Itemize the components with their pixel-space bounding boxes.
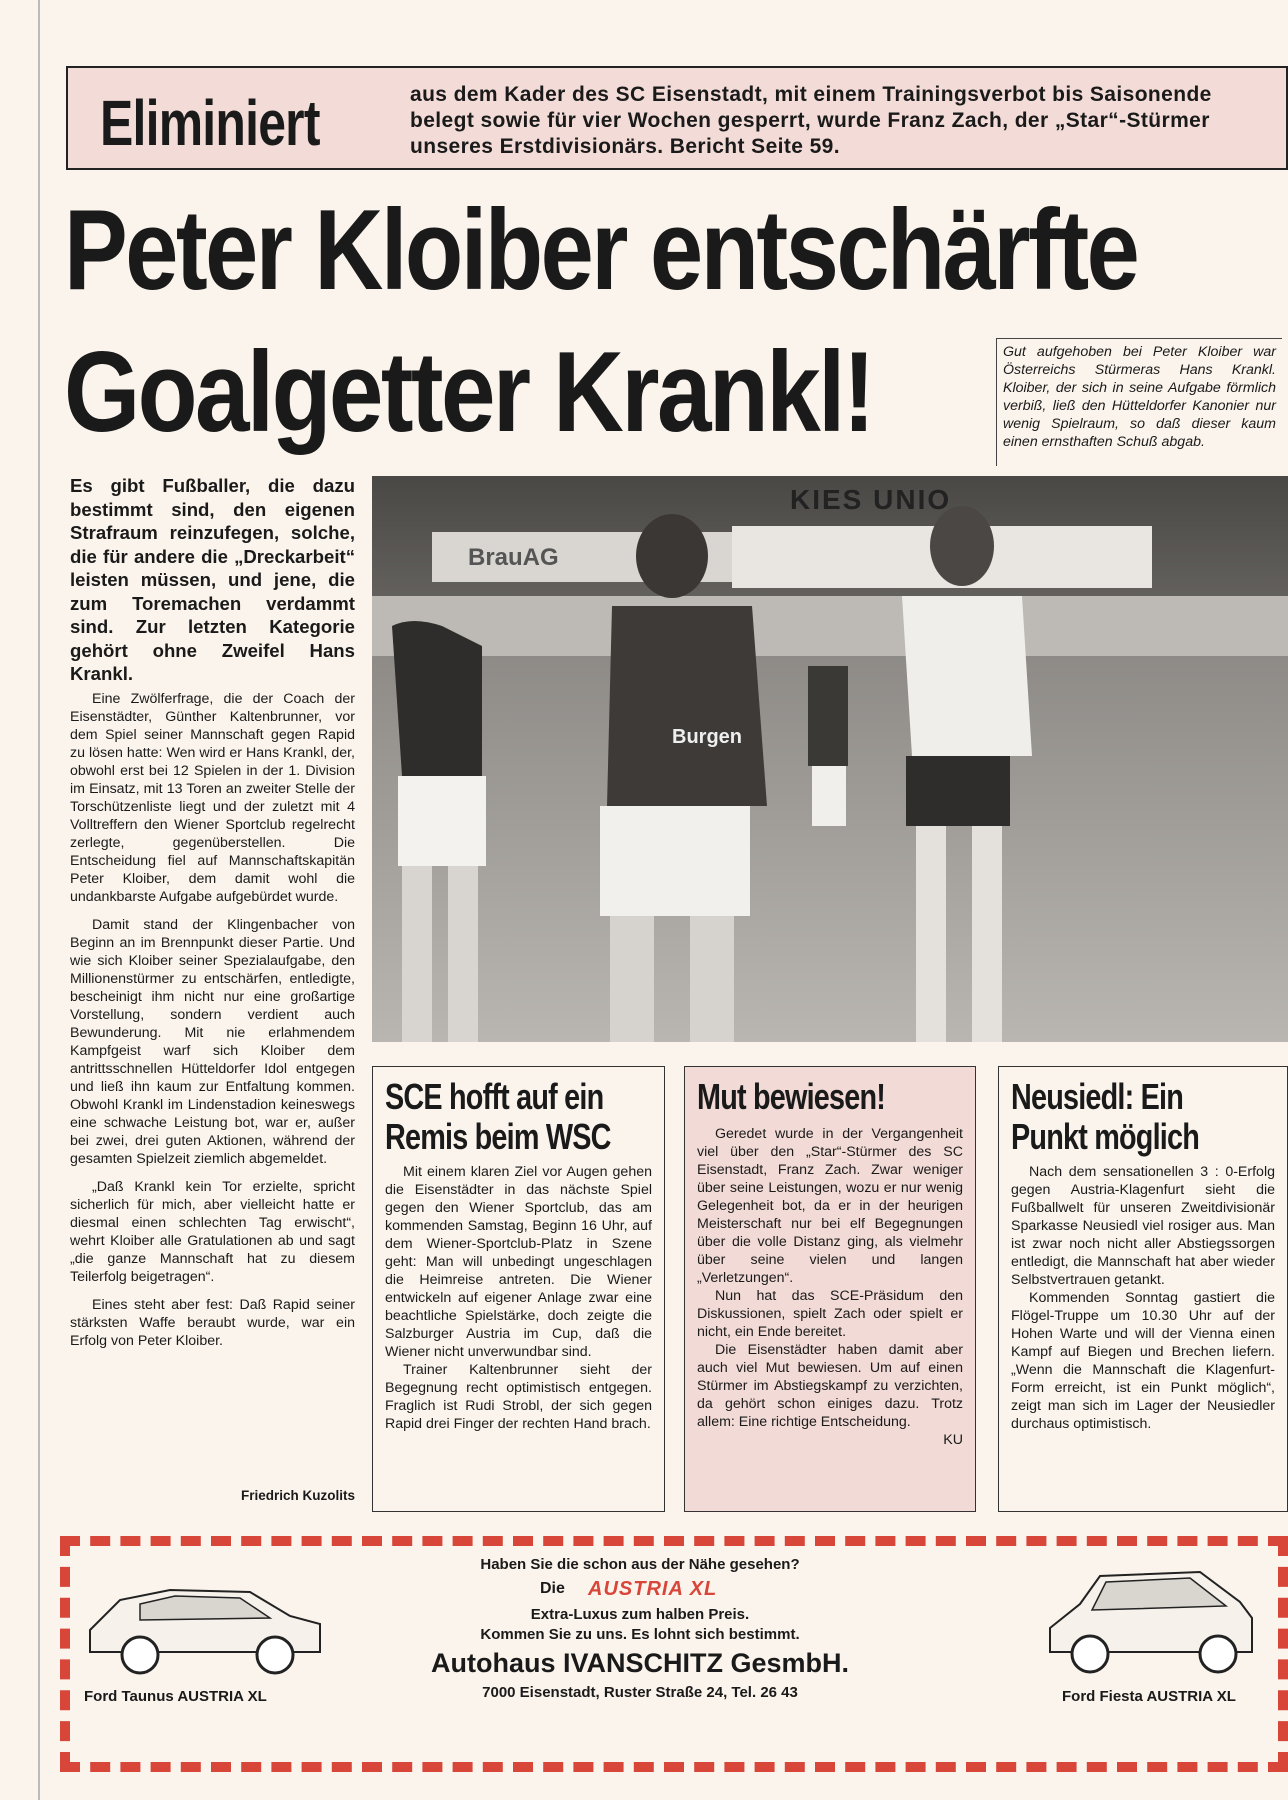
article-paragraph: Eines steht aber fest: Daß Rapid seiner stärksten Waffe beraubt wurde, war ein Erfolg von Peter Kloiber. <box>70 1297 355 1349</box>
sidebar-box-neusiedl <box>998 1066 1288 1512</box>
banner-brauag: BrauAG <box>468 544 559 571</box>
ford-fiesta-illustration <box>1040 1556 1260 1680</box>
headline-line-2: Goalgetter Krankl! <box>64 329 873 456</box>
article-paragraph: Eine Zwölferfrage, die der Coach der Eisenstädter, Günther Kaltenbrunner, vor dem Spiel seiner Mannschaft gegen Rapid zu lösen hatte: Wen wird er Hans Krankl, der, obwohl erst bei 12 Spielen in der 1. Division im Einsatz, mit 13 Toren an zweiter Stelle der Torschützenliste liegt und der zuletzt mit 4 Volltreffern den Wiener Sportclub regelrecht zerlegte, gegenüberstellen. Die Entscheidung fiel auf Mannschaftskapitän Peter Kloiber, dem damit wohl die undankbarste Aufgabe aufgebürdet wurde. <box>70 691 355 905</box>
box-text <box>385 1163 652 1433</box>
box-paragraph: Nach dem sensationellen 3 : 0-Erfolg gegen Austria-Klagenfurt sieht die Fußballwelt für unseren Zweitdivisionär Sparkasse Neusiedl viel rosiger aus. Man ist zwar noch nicht aller Abstiegssorgen entledigt, die Mannschaft hat aber wieder Selbstvertrauen getankt. <box>1011 1164 1275 1288</box>
box-paragraph: Geredet wurde in der Vergangenheit viel über den „Star“-Stürmer des SC Eisenstadt, Franz Zach. Zwar weniger über seine Leistungen, wozu er nur wenig Gelegenheit bot, da er in der heurigen Meisterschaft nur bei elf Begegnungen über die volle Distanz ging, als vielmehr über seine vielen und langen „Verletzungen“. <box>697 1126 963 1286</box>
box-paragraph: Die Eisenstädter haben damit aber auch viel Mut bewiesen. Um auf einen Stürmer im Abstiegskampf zu verzichten, da gehört schon einiges dazu. Trotz allem: Eine richtige Entscheidung. <box>697 1342 963 1430</box>
box-paragraph: Mit einem klaren Ziel vor Augen gehen die Eisenstädter in das nächste Spiel gegen den Wiener Sportclub, das am kommenden Samstag, Beginn 16 Uhr, auf dem Wiener-Sportclub-Platz in Szene geht: Man will unbedingt ungeschlagen die Heimreise antreten. Die Wiener entwickeln auf eigener Anlage zwar eine beachtliche Spielstärke, doch zeigte die Salzburger Austria im Cup, daß die Wiener nicht unverwundbar sind. <box>385 1164 652 1360</box>
box-title: SCE hofft auf ein <box>385 1076 604 1117</box>
austria-xl-logo: AUSTRIA XL <box>588 1578 718 1600</box>
article-paragraph: „Daß Krankl kein Tor erzielte, spricht sicherlich für mich, aber vielleicht hatte er diesmal einen schlechten Tag erwischt“, wehrt Kloiber alle Gratulationen ab und sagt „die ganze Mannschaft hat zu diesem Teilerfolg beigetragen“. <box>70 1179 355 1285</box>
box-title: Mut bewiesen! <box>697 1076 886 1117</box>
ad-address: 7000 Eisenstadt, Ruster Straße 24, Tel. 26 43 <box>482 1684 798 1701</box>
ad-right-car-label: Ford Fiesta AUSTRIA XL <box>1062 1688 1236 1705</box>
box-text <box>697 1125 963 1449</box>
page-margin-line <box>38 0 40 1800</box>
photo-caption: Gut aufgehoben bei Peter Kloiber war Österreichs Stürmeras Hans Krankl. Kloiber, der sich in seine Aufgabe förmlich verbiß, ließ den Hütteldorfer Kanonier nur wenig Spielraum, so daß dieser kaum einen ernsthaften Schuß abgab. <box>996 338 1282 466</box>
ad-die: Die <box>540 1580 565 1597</box>
ad-line-2: Kommen Sie zu uns. Es lohnt sich bestimmt. <box>480 1626 800 1643</box>
article-paragraph: Damit stand der Klingenbacher von Beginn an im Brennpunkt dieser Partie. Und wie sich Kloiber seiner Spezialaufgabe, den Millionenstürmer zu entschärfen, entledigte, bescheinigt ihm nicht nur eine großartige Vorstellung, sondern verdient auch Bewunderung. Mit nie erlahmendem Kampfgeist warf sich Kloiber dem antrittsschnellen Hütteldorfer Idol entgegen und ließ ihn kaum zur Entfaltung kommen. Obwohl Krankl im Lindenstadion keineswegs eine schwache Leistung bot, war er, außer bei zwei, drei guten Aktionen, während der gesamten Spielzeit ziemlich abgemeldet. <box>70 917 355 1167</box>
headline-line-1: Peter Kloiber entschärfte <box>64 187 1138 314</box>
sidebar-box-mut <box>684 1066 976 1512</box>
ad-left-car-label: Ford Taunus AUSTRIA XL <box>84 1688 267 1705</box>
sidebar-box-sce <box>372 1066 665 1512</box>
box-paragraph: Trainer Kaltenbrunner sieht der Begegnung recht optimistisch entgegen. Fraglich ist Rudi Strobl, der sich gegen Rapid drei Finger der rechten Hand brach. <box>385 1362 652 1432</box>
match-photo <box>372 476 1288 1042</box>
shirt-sponsor: Burgen <box>672 726 742 748</box>
article-lead: Es gibt Fußballer, die dazu bestimmt sind, den eigenen Strafraum reinzufegen, solche, die für andere die „Dreckarbeit“ leisten müssen, und jene, die zum Toremachen verdammt sind. Zur letzten Kategorie gehört ohne Zweifel Hans Krankl. <box>70 475 355 684</box>
teaser-text: aus dem Kader des SC Eisenstadt, mit einem Trainingsverbot bis Saisonende belegt sowie für vier Wochen gesperrt, wurde Franz Zach, der „Star“-Stürmer unseres Erstdivisionärs. Bericht Seite 59. <box>410 83 1212 158</box>
teaser-keyword: Eliminiert <box>100 87 320 159</box>
box-title: Neusiedl: Ein <box>1011 1076 1184 1117</box>
box-paragraph: Nun hat das SCE-Präsidum den Diskussionen, spielt Zach oder spielt er nicht, ein Ende bereitet. <box>697 1288 963 1340</box>
box-title: Remis beim WSC <box>385 1116 611 1157</box>
ad-question: Haben Sie die schon aus der Nähe gesehen? <box>480 1556 800 1573</box>
ad-dealer-name: Autohaus IVANSCHITZ GesmbH. <box>430 1648 850 1678</box>
ford-taunus-illustration <box>80 1560 330 1680</box>
box-text <box>1011 1163 1275 1433</box>
article-author: Friedrich Kuzolits <box>240 1488 355 1503</box>
box-signature: KU <box>943 1432 963 1448</box>
article-body <box>70 690 355 1360</box>
ad-line-1: Extra-Luxus zum halben Preis. <box>530 1606 750 1623</box>
box-paragraph: Kommenden Sonntag gastiert die Flögel-Truppe um 10.30 Uhr auf der Hohen Warte und will der Vienna einen Kampf auf Biegen und Brechen liefern. „Wenn die Mannschaft die Klagenfurt-Form erreicht, ist ein Punkt möglich“, zeigt man sich im Lager der Neusiedler durchaus optimistisch. <box>1011 1290 1275 1432</box>
box-title: Punkt möglich <box>1011 1116 1200 1157</box>
banner-kies: KIES UNIO <box>790 484 952 515</box>
